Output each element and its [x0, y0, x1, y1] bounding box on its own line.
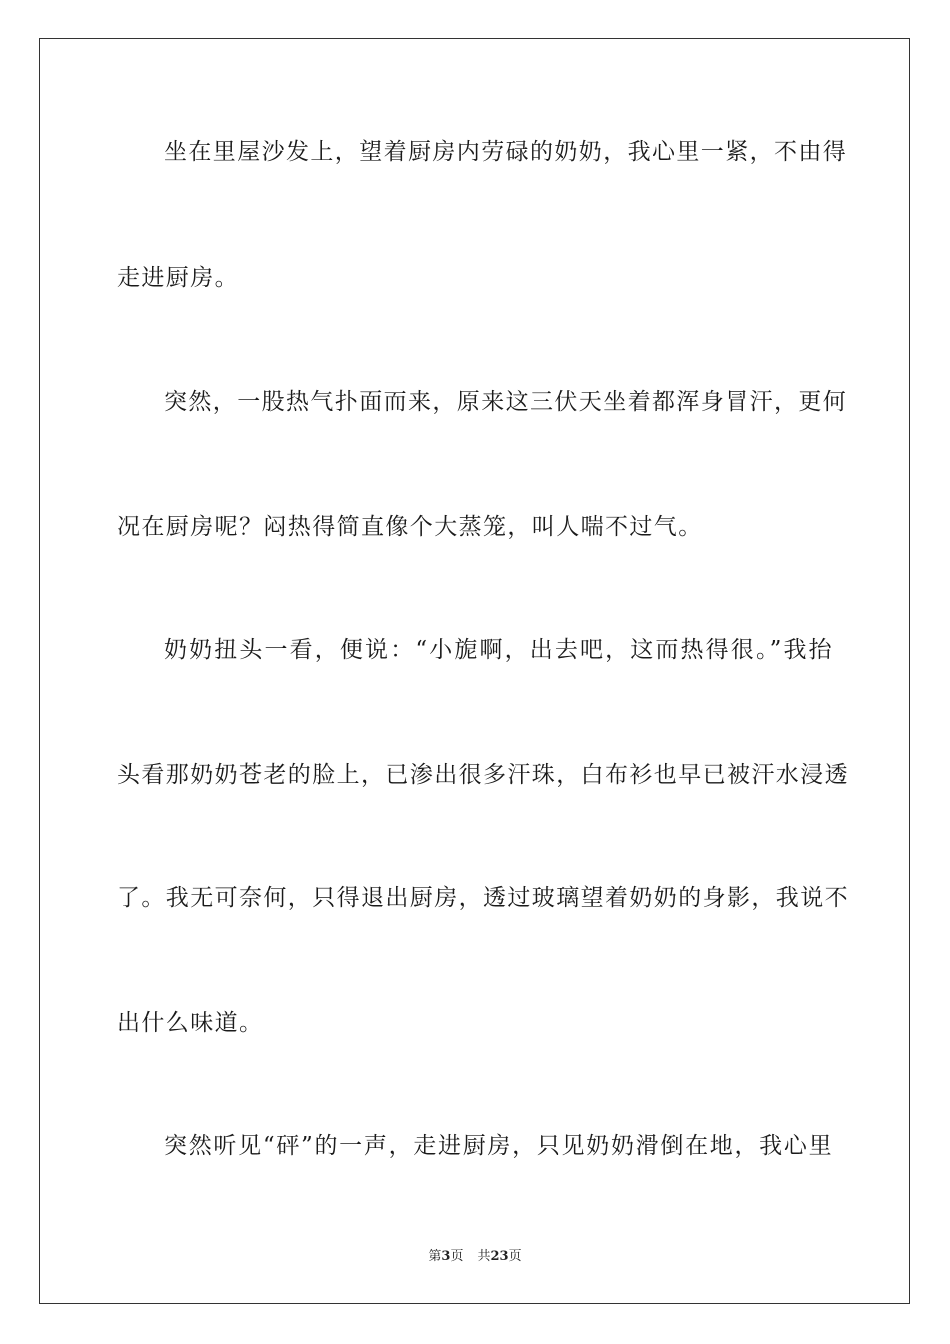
paragraph-4-line-1: 突然听见“砰”的一声，走进厨房，只见奶奶滑倒在地，我心里 [164, 1133, 833, 1159]
paragraph-2-line-2: 况在厨房呢？闷热得简直像个大蒸笼，叫人喘不过气。 [117, 514, 703, 540]
total-prefix: 共 [477, 1249, 491, 1264]
paragraph-3-line-3: 了。我无可奈何，只得退出厨房，透过玻璃望着奶奶的身影，我说不 [117, 885, 849, 911]
paragraph-1-line-2: 走进厨房。 [117, 265, 239, 291]
paragraph-3-line-2: 头看那奶奶苍老的脸上，已渗出很多汗珠，白布衫也早已被汗水浸透 [117, 762, 849, 788]
paragraph-2-line-1: 突然，一股热气扑面而来，原来这三伏天坐着都浑身冒汗，更何 [164, 389, 848, 415]
total-pages: 23 [490, 1249, 509, 1264]
total-suffix: 页 [508, 1249, 522, 1264]
paragraph-3-line-4: 出什么味道。 [117, 1010, 264, 1036]
page-number: 3 [441, 1249, 451, 1264]
page-border [39, 38, 910, 1304]
paragraph-1-line-1: 坐在里屋沙发上，望着厨房内劳碌的奶奶，我心里一紧，不由得 [164, 139, 848, 165]
page-suffix: 页 [450, 1249, 464, 1264]
page-footer [0, 1248, 950, 1266]
page-prefix: 第 [428, 1249, 442, 1264]
paragraph-3-line-1: 奶奶扭头一看，便说：“小旎啊，出去吧，这而热得很。”我抬 [164, 637, 833, 663]
